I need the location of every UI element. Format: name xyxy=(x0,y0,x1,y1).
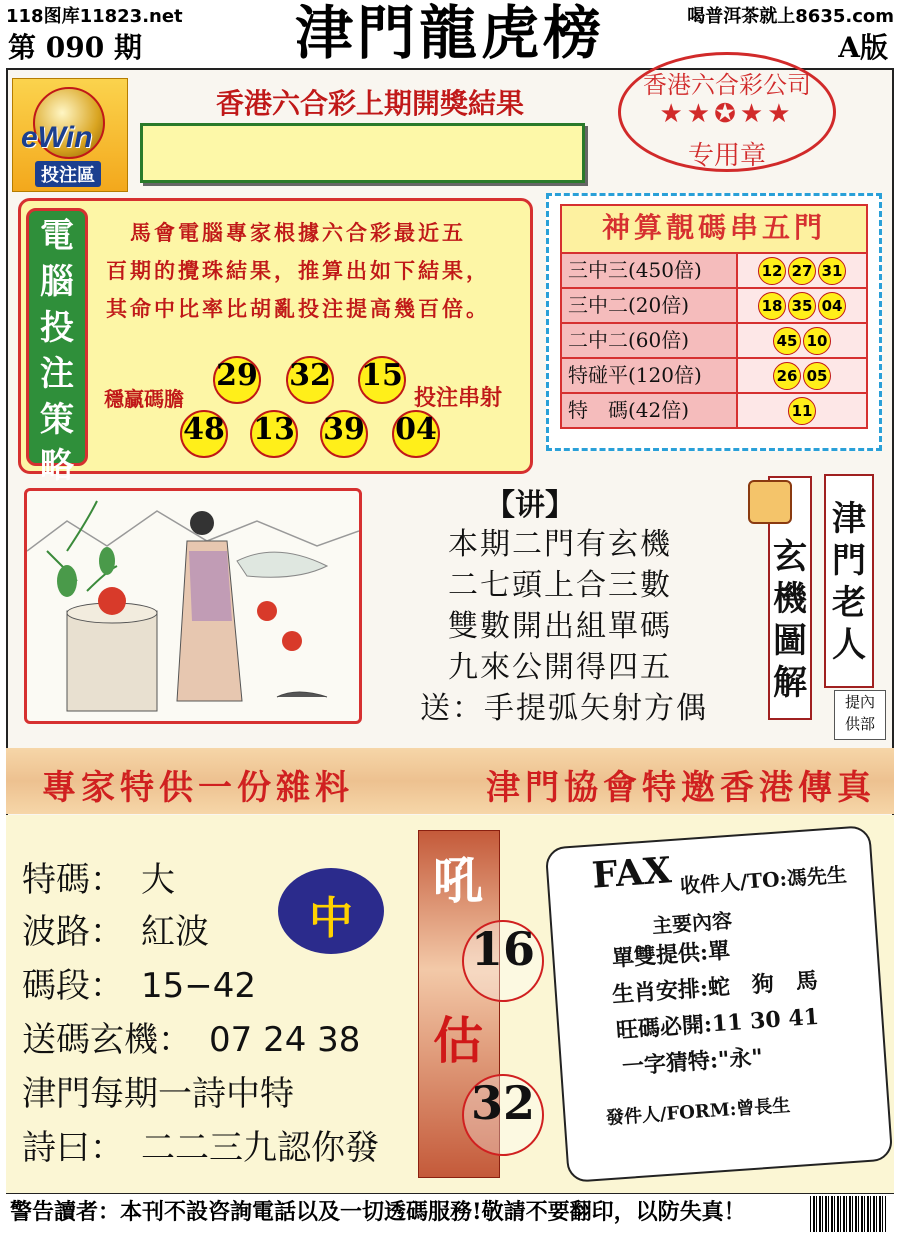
issue-number: 第 090 期 xyxy=(8,31,142,64)
strategy-line: 其命中比率比胡亂投注提高幾百倍。 xyxy=(106,296,490,321)
internal-supply-tag xyxy=(834,690,886,740)
mini-ball: 35 xyxy=(788,292,816,320)
mini-ball: 18 xyxy=(758,292,786,320)
row-label: 特 碼(42倍) xyxy=(562,394,738,427)
poem-line: 二七頭上合三數 xyxy=(448,568,672,603)
strategy-label-char: 略 xyxy=(40,446,74,486)
hou-number: 16 xyxy=(462,920,544,1002)
strategy-label-left: 穩贏碼膽 xyxy=(104,387,184,411)
mini-ball: 10 xyxy=(803,327,831,355)
mini-ball: 45 xyxy=(773,327,801,355)
strategy-label-char: 投 xyxy=(40,308,74,348)
mini-ball: 27 xyxy=(788,257,816,285)
row-numbers xyxy=(738,254,866,287)
association-logo-icon: 中 xyxy=(278,868,384,954)
strategy-label xyxy=(26,208,88,486)
row-numbers xyxy=(738,324,866,357)
table-row xyxy=(560,394,868,429)
number-ball: 48 xyxy=(180,410,228,458)
tip-maduan: 碼段： 15−42 xyxy=(22,966,257,1006)
mini-ball: 26 xyxy=(773,362,801,390)
ewin-brand: eWin xyxy=(21,121,93,154)
poem-heading: 【讲】 xyxy=(485,488,575,523)
poem-last-line: 送：手提弧矢射方偶 xyxy=(420,691,708,726)
strategy-label-char: 注 xyxy=(40,354,74,394)
tip-bolu: 波路： 紅波 xyxy=(22,912,209,952)
xuanji-char: 玄 xyxy=(773,537,807,577)
site-url-right: 喝普洱茶就上8635.com xyxy=(687,6,894,27)
poem-line: 本期二門有玄機 xyxy=(448,527,672,562)
lady-radish-illustration xyxy=(27,491,359,721)
number-ball: 39 xyxy=(320,410,368,458)
table-row xyxy=(560,359,868,394)
fist-icon xyxy=(748,480,792,524)
xuanji-char: 解 xyxy=(773,663,807,703)
result-box xyxy=(140,123,585,183)
poem-block xyxy=(420,480,760,729)
strategy-label-right: 投注串射 xyxy=(414,385,503,411)
number-ball: 04 xyxy=(392,410,440,458)
number-ball: 32 xyxy=(286,356,334,404)
strategy-label-char: 腦 xyxy=(40,262,74,302)
mini-ball: 12 xyxy=(758,257,786,285)
poem-line: 九來公開得四五 xyxy=(448,650,672,685)
row-numbers xyxy=(738,289,866,322)
fax-sub: 主要內容 xyxy=(651,908,733,938)
edition-label: A版 xyxy=(838,31,888,64)
laoren-char: 老 xyxy=(832,583,866,623)
fax-line: 單雙提供:單 xyxy=(611,937,731,972)
hou-char: 吼 xyxy=(433,851,483,910)
banner-right: 津門協會特邀香港傳真 xyxy=(486,768,876,808)
warning-footer: 警告讀者：本刊不設咨詢電話以及一切透碼服務!敬請不要翻印，以防失真！ xyxy=(10,1199,746,1225)
number-ball: 13 xyxy=(250,410,298,458)
tag-line: 供部 xyxy=(844,715,875,733)
row-label: 三中二(20倍) xyxy=(562,289,738,322)
laoren-column xyxy=(824,474,874,688)
company-seal xyxy=(618,52,836,172)
number-ball: 15 xyxy=(358,356,406,404)
row-numbers xyxy=(738,394,866,427)
tip-tema: 特碼： 大 xyxy=(22,860,175,900)
row-label: 二中二(60倍) xyxy=(562,324,738,357)
strategy-text xyxy=(106,214,516,328)
gu-char: 估 xyxy=(433,1011,483,1070)
result-title: 香港六合彩上期開獎結果 xyxy=(215,87,524,120)
strategy-label-char: 電 xyxy=(40,216,74,256)
mini-ball: 05 xyxy=(803,362,831,390)
seal-top-text: 香港六合彩公司 xyxy=(643,71,811,99)
xuanji-char: 圖 xyxy=(773,621,807,661)
fax-title: FAX xyxy=(590,849,673,897)
seal-stars: ★★✪★★ xyxy=(659,99,795,129)
banner xyxy=(6,748,894,814)
mini-ball: 31 xyxy=(818,257,846,285)
tip-shi: 詩曰： 二二三九認你發 xyxy=(22,1128,379,1168)
xuanji-char: 機 xyxy=(773,579,807,619)
fax-line: 一字猜特:"永" xyxy=(621,1044,764,1080)
row-label: 特碰平(120倍) xyxy=(562,359,738,392)
ewin-sub: 投注區 xyxy=(35,161,101,187)
fax-line: 生肖安排:蛇 狗 馬 xyxy=(611,967,819,1008)
tip-songma: 送碼玄機： 07 24 38 xyxy=(22,1020,361,1060)
fax-from: 發件人/FORM:曾長生 xyxy=(605,1095,791,1129)
table-row xyxy=(560,289,868,324)
poem-line: 雙數開出組單碼 xyxy=(448,609,672,644)
laoren-char: 人 xyxy=(832,625,866,665)
mini-ball: 04 xyxy=(818,292,846,320)
tip-shi-title: 津門每期一詩中特 xyxy=(22,1074,294,1114)
strategy-label-char: 策 xyxy=(40,400,74,440)
mini-ball: 11 xyxy=(788,397,816,425)
laoren-char: 津 xyxy=(832,499,866,539)
fax-line: 旺碼必開:11 30 41 xyxy=(615,1003,820,1044)
table-row xyxy=(560,254,868,289)
table-row xyxy=(560,324,868,359)
ewin-logo xyxy=(12,78,128,192)
tag-line: 提內 xyxy=(844,693,875,711)
row-numbers xyxy=(738,359,866,392)
number-ball: 29 xyxy=(213,356,261,404)
masthead-title: 津門龍虎榜 xyxy=(294,0,605,67)
barcode-icon xyxy=(810,1196,886,1232)
banner-left: 專家特供一份雜料 xyxy=(42,768,354,808)
strategy-line: 馬會電腦專家根據六合彩最近五 xyxy=(106,220,466,245)
strategy-line: 百期的攪珠結果，推算出如下結果， xyxy=(106,258,490,283)
laoren-char: 門 xyxy=(832,541,866,581)
lucky-table-title: 神算靚碼串五門 xyxy=(560,204,868,254)
seal-bottom-text: 专用章 xyxy=(687,141,766,171)
fax-to: 收件人/TO:馮先生 xyxy=(679,862,848,898)
gu-number: 32 xyxy=(462,1074,544,1156)
row-label: 三中三(450倍) xyxy=(562,254,738,287)
site-url-left: 118图库11823.net xyxy=(6,6,183,27)
